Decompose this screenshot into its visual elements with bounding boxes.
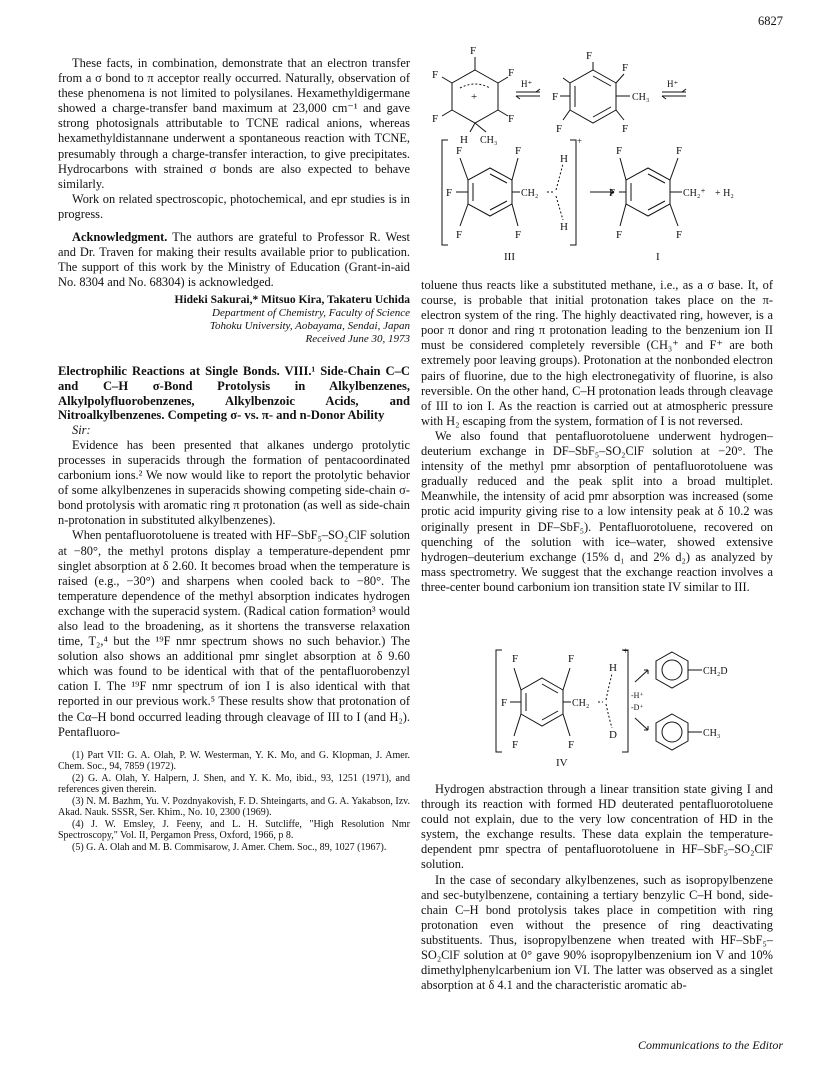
atom-label: CH₃	[703, 728, 721, 739]
atom-label: CH₂⁺	[683, 188, 706, 199]
compound-label: I	[656, 251, 660, 263]
acknowledgment-label: Acknowledgment.	[72, 230, 168, 245]
atom-label: F	[568, 653, 575, 665]
paragraph: Hydrogen abstraction through a linear transition state giving I and through its reaction with formed HD deuterated pentafluorotoluene could not explain, due to the very low concentration of HD in the system, the exchange results. These data explain the temperature-dependent pmr spectra of pentafluorotoluene in HF–SbF₅–SO₂ClF solution.	[421, 782, 773, 872]
atom-label: F	[586, 50, 593, 62]
atom-label: F	[568, 739, 575, 751]
atom-label: CH₂	[572, 698, 590, 709]
reference: (2) G. A. Olah, Y. Halpern, J. Shen, and Y. K. Mo, ibid., 93, 1251 (1971), and references given therein.	[58, 772, 410, 796]
received-date: Received June 30, 1973	[305, 333, 410, 346]
atom-label: F	[508, 113, 515, 125]
left-column	[58, 56, 410, 853]
reference: (4) J. W. Emsley, J. Feeny, and L. H. Sutcliffe, "High Resolution Nmr Spectroscopy," Vol. II, Pergamon Press, Oxford, 1966, p 8.	[58, 818, 410, 842]
atom-label: D	[609, 729, 617, 741]
atom-label: H	[560, 221, 568, 233]
atom-label: F	[508, 67, 515, 79]
atom-label: F	[470, 45, 477, 57]
atom-label: F	[616, 229, 623, 241]
paragraph: These facts, in combination, demonstrate that an electron transfer from a σ bond to π acceptor really occurred. Naturally, observation of these phenomena is not limited to polysilanes. Hexamethyldigermane showed a charge-transfer band maximum at 23,000 cm⁻¹ and gave strong photosignals attributable to TCNE radical anions, whereas hexamethyldistannane underwent a spontaneous reaction with TCNE, presumably through a charge-transfer interaction, to give precipitates. Hydrocarbons with strained σ bonds are also expected to behave similarly.	[58, 56, 410, 191]
charge-label: +	[577, 136, 583, 146]
article-title: Electrophilic Reactions at Single Bonds. VIII.¹ Side-Chain C–C and C–H σ-Bond Protolysis in Alkylbenzenes, Alkylpolyfluorobenzenes, Alkylbenzoic Acids, and Nitroalkylbenzenes. Competing σ- vs. π- and n-Donor Ability	[58, 364, 410, 423]
byproduct-label: + H₂	[715, 188, 734, 199]
journal-section-footer: Communications to the Editor	[638, 1038, 783, 1052]
salutation: Sir:	[72, 422, 91, 437]
atom-label: F	[556, 123, 563, 135]
right-column-lower	[421, 782, 773, 993]
atom-label: F	[515, 229, 522, 241]
atom-label: F	[515, 145, 522, 157]
atom-label: F	[676, 145, 683, 157]
reference: (1) Part VII: G. A. Olah, P. W. Westerman, Y. K. Mo, and G. Klopman, J. Amer. Chem. Soc., 94, 7859 (1972).	[58, 749, 410, 773]
paragraph: toluene thus reacts like a substituted methane, i.e., as a σ base. It, of course, is probable that initial protonation takes place on the π-electron system of the ring. The highly deactivated ring, however, is a poor π donor and ring π protonation leading to the benzenium ion II must be considered completely reversible (CH₃⁺ and F⁺ are both extremely poor leaving groups). Protonation at the nonbonded electron pairs of fluorine, due to the high electronegativity of fluorine, is also reversible. On the other hand, C–H protonation leads through cleavage of III to ion I. As the reaction is carried out at atmospheric pressure with H₂ escaping from the system, formation of I is not reversed.	[421, 278, 773, 428]
atom-label: F	[512, 739, 519, 751]
reagent-label: H⁺	[521, 79, 533, 89]
paragraph: We also found that pentafluorotoluene underwent hydrogen–deuterium exchange in DF–SbF₅–SO₂ClF solution at −20°. The intensity of the methyl pmr absorption of pentafluorotoluene was gradually reduced and the peak split into a broad multiplet. Meanwhile, the intensity of acid pmr absorption was increased (some protic acid impurity giving rise to a low intensity peak at δ 10.2 was originally present in DF–SbF₅). Pentafluorotoluene, recovered on quenching of the solution with ice–water, showed extensive hydrogen–deuterium exchange (15% d₁ and 2% d₂) as analyzed by mass spectrometry. We suggest that the exchange reaction involves a three-center bound carbonium ion transition state IV similar to III.	[421, 428, 773, 594]
atom-label: F	[432, 113, 439, 125]
atom-label: F	[622, 123, 629, 135]
atom-label: F	[501, 697, 508, 709]
acknowledgment	[58, 230, 410, 290]
atom-label: F	[512, 653, 519, 665]
affiliation: Department of Chemistry, Faculty of Science	[212, 307, 410, 320]
reagent-label: -H⁺	[631, 691, 644, 700]
reagent-label: H⁺	[667, 79, 679, 89]
atom-label: CH₃	[632, 92, 650, 103]
affiliation: Tohoku University, Aobayama, Sendai, Japan	[209, 320, 410, 333]
reagent-label: -D⁺	[631, 703, 644, 712]
atom-label: F	[446, 187, 453, 199]
author-block	[58, 294, 410, 346]
reaction-scheme-iv	[420, 640, 780, 770]
atom-label: H	[609, 662, 617, 674]
acknowledgment-text: The authors are grateful to Professor R. West and Dr. Traven for making their results available prior to publication. The support of this work by the Ministry of Education (Grant-in-aid No. 8304 and No. 68304) is acknowledged.	[58, 230, 410, 290]
paragraph: Work on related spectroscopic, photochemical, and epr studies is in progress.	[58, 191, 410, 221]
charge-label: +	[623, 646, 629, 656]
reaction-scheme-top	[420, 40, 780, 272]
atom-label: F	[616, 145, 623, 157]
paragraph: When pentafluorotoluene is treated with HF–SbF₅–SO₂ClF solution at −80°, the methyl protons display a temperature-dependent pmr singlet absorption at δ 2.60. It becomes broad when the temperature is raised (e.g., −30°) and sharpens when cooled back to −80°. The temperature dependence of the methyl absorption indicates hydrogen exchange with the superacid system. (Radical cation formation³ would also lead to the broadening, as it shortens the transverse relaxation time, T₂,⁴ but the ¹⁹F nmr spectrum shows no such behavior.) The solution also shows an additional pmr singlet absorption at δ 9.60 which was found to be identical with that of the pentafluorobenzyl cation I. The ¹⁹F nmr spectrum of ion I is also identical with that reported in our previous work.⁵ These results show that protonation of the Cα–H bond occurred leading through cleavage of III to I (and H₂). Pentafluoro-	[58, 528, 410, 739]
reference: (5) G. A. Olah and M. B. Commisarow, J. Amer. Chem. Soc., 89, 1027 (1967).	[72, 841, 387, 853]
atom-label: F	[456, 145, 463, 157]
author-names: Hideki Sakurai,* Mitsuo Kira, Takateru Uchida	[174, 294, 410, 307]
compound-label: III	[504, 251, 515, 263]
atom-label: F	[622, 62, 629, 74]
atom-label: F	[609, 187, 616, 199]
reference: (3) N. M. Bazhm, Yu. V. Pozdnyakovish, F. D. Shteingarts, and G. A. Yakabson, Izv. Akad. Nauk. SSSR, Ser. Khim., No. 10, 2300 (1969).	[58, 795, 410, 819]
atom-label: CH₂	[521, 188, 539, 199]
right-column	[421, 278, 773, 595]
atom-label: +	[471, 91, 478, 103]
paragraph: In the case of secondary alkylbenzenes, such as isopropylbenzene and sec-butylbenzene, containing a tertiary benzylic C–H bond, side-chain C–H bond protolysis takes place in competition with ring protonation even without the presence of ring deactivating substituents. Thus, isopropylbenzene when treated with HF–SbF₅–SO₂ClF solution at 0° gave 90% isopropylbenzenium ion V and 10% dimethylphenylcarbenium ion VI. The latter was observed as a singlet absorption at δ 4.1 and the characteristic aromatic ab-	[421, 872, 773, 993]
atom-label: F	[432, 69, 439, 81]
atom-label: F	[552, 91, 559, 103]
page-number: 6827	[758, 14, 783, 28]
atom-label: F	[676, 229, 683, 241]
compound-label: IV	[556, 757, 568, 769]
atom-label: H	[460, 134, 468, 146]
atom-label: CH₃	[480, 135, 498, 146]
references	[58, 750, 410, 854]
atom-label: F	[456, 229, 463, 241]
atom-label: H	[560, 153, 568, 165]
paragraph: Evidence has been presented that alkanes undergo protolytic processes in superacids through the formation of pentacoordinated carbonium ions.² We now would like to report the protolytic behavior of some alkylbenzenes in superacids showing competing side-chain σ-bond protolysis with aromatic ring π protonation (as well as side-chain n-protonation in substituted alkylbenzenes).	[58, 437, 410, 528]
atom-label: CH₂D	[703, 666, 728, 677]
